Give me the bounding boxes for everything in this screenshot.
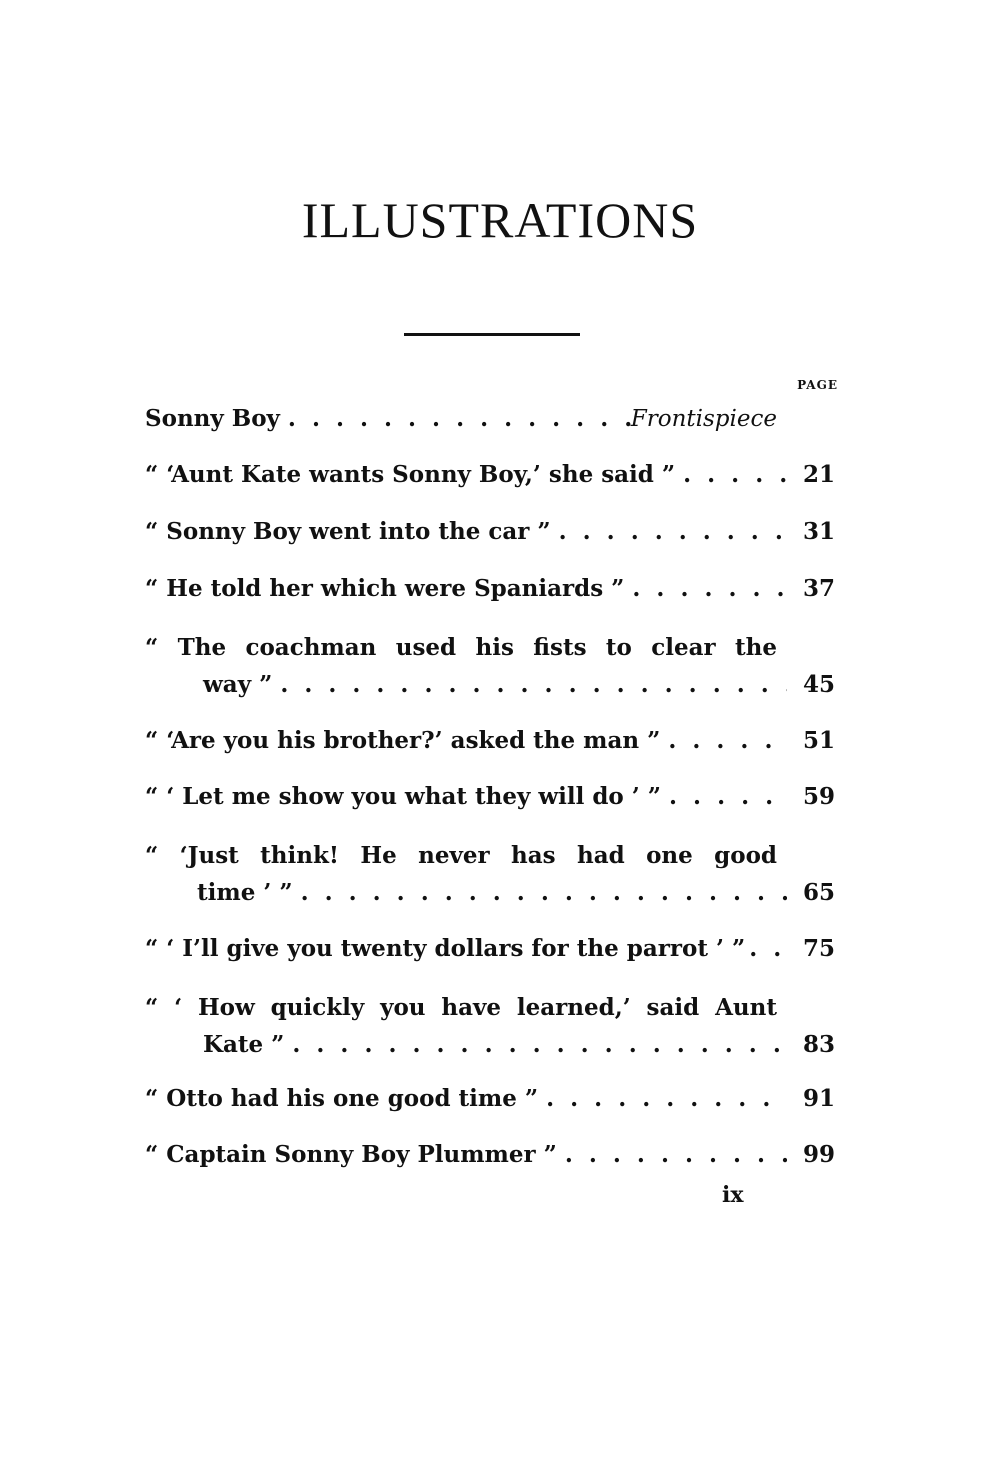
list-item [145,991,835,1071]
entry-page: 75 [802,935,835,962]
list-item [145,783,835,823]
entry-page: 83 [802,1031,835,1058]
entry-page: 91 [802,1085,835,1112]
entry-caption-line2: Kate ” [203,1031,285,1058]
entry-caption-line1: “ ‘ How quickly you have learned,’ said Aunt [145,994,777,1021]
leader-dots [280,405,631,432]
list-item [145,1085,835,1125]
list-item [145,631,835,711]
leader-dots [284,1031,787,1058]
page-number: ix [722,1182,744,1208]
entry-page: 59 [802,783,835,810]
entry-page: Frontispiece [630,406,777,432]
leader-dots [660,727,787,754]
entry-caption: “ Otto had his one good time ” [145,1085,539,1112]
entry-caption-line2: way ” [203,671,273,698]
entry-page: 99 [802,1141,835,1168]
list-item [145,935,835,975]
list-item [145,1141,835,1181]
leader-dots [293,879,787,906]
page-column-label: PAGE [797,378,838,392]
leader-dots [557,1141,787,1168]
entry-caption: “ ‘ I’ll give you twenty dollars for the parrot ’ ” [145,935,746,962]
entry-caption: “ ‘Aunt Kate wants Sonny Boy,’ she said ” [145,461,676,488]
list-item [145,461,835,501]
leader-dots [538,1085,787,1112]
entry-page: 51 [802,727,835,754]
entry-page: 31 [802,518,835,545]
leader-dots [551,518,787,545]
entry-caption: “ ‘ Let me show you what they will do ’ ” [145,783,662,810]
entry-caption-line2: time ’ ” [197,879,293,906]
entry-caption: “ Sonny Boy went into the car ” [145,518,551,545]
leader-dots [675,461,787,488]
page-title: ILLUSTRATIONS [301,192,699,248]
leader-dots [745,935,787,962]
list-item [145,575,835,615]
entry-caption: “ Captain Sonny Boy Plummer ” [145,1141,557,1168]
list-item [145,518,835,558]
entry-caption: Sonny Boy [145,405,280,432]
leader-dots [624,575,787,602]
entry-caption: “ ‘Are you his brother?’ asked the man ” [145,727,661,754]
entry-caption: “ He told her which were Spaniards ” [145,575,625,602]
entry-caption-line1: “ The coachman used his fists to clear the [145,634,777,661]
title-rule [404,333,580,336]
entry-caption-line1: “ ‘Just think! He never has had one good [145,842,777,869]
entry-page: 37 [802,575,835,602]
entry-page: 65 [802,879,835,906]
entry-page: 45 [802,671,835,698]
list-item [145,839,835,919]
list-item [145,727,835,767]
list-item [145,405,835,445]
leader-dots [661,783,787,810]
entry-page: 21 [802,461,835,488]
leader-dots [272,671,787,698]
